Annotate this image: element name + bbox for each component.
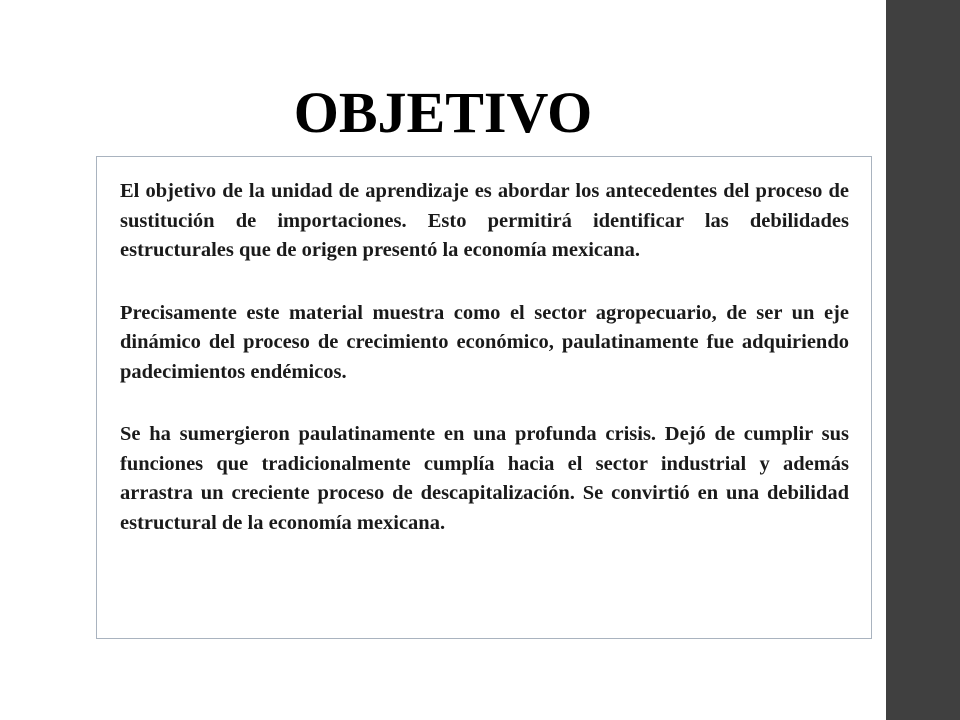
paragraph-objective: El objetivo de la unidad de aprendizaje es abordar los antecedentes del proceso de sustitución de importaciones. Esto permitirá identificar las debilidades estructurales que de origen presentó la economía mexicana. xyxy=(120,180,849,261)
paragraph-crisis: Se ha sumergieron paulatinamente en una profunda crisis. Dejó de cumplir sus funciones que tradicionalmente cumplía hacia el sector industrial y además arrastra un creciente proceso de descapitalización. Se convirtió en una debilidad estructural de la economía mexicana. xyxy=(120,423,849,534)
side-accent-bar xyxy=(886,0,960,720)
content-body xyxy=(120,177,849,538)
paragraph-agricultural-sector: Precisamente este material muestra como el sector agropecuario, de ser un eje dinámico del proceso de crecimiento económico, paulatinamente fue adquiriendo padecimientos endémicos. xyxy=(120,301,849,383)
content-text-box xyxy=(96,156,872,639)
slide-title: OBJETIVO xyxy=(293,80,593,145)
